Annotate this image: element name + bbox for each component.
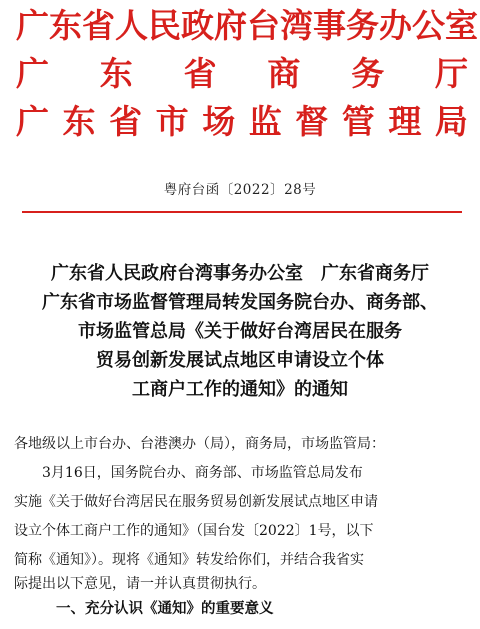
title-line-2: 广东省市场监督管理局转发国务院台办、商务部、 — [42, 292, 438, 313]
header-line1-char: 省 — [82, 6, 115, 45]
header-line1-char: 务 — [346, 6, 379, 45]
header.line3-char-8: 理 — [388, 102, 422, 141]
header.line2-char-5: 厅 — [434, 54, 468, 93]
header.line2-char-0: 广 — [16, 54, 49, 93]
title-line-3: 市场监管总局《关于做好台湾居民在服务 — [78, 321, 402, 342]
header-line1-char: 政 — [181, 6, 214, 45]
title-line-1: 广东省人民政府台湾事务办公室 广东省商务厅 — [51, 263, 429, 284]
header-line1-char: 台 — [247, 6, 280, 45]
paragraph-1-line-4: 简称《通知》）。现将《通知》转发给你们，并结合我省实 — [14, 552, 364, 568]
header-line1-char: 民 — [148, 6, 181, 45]
paragraph-1-line-2: 实施《关于做好台湾居民在服务贸易创新发展试点地区申请 — [14, 494, 378, 510]
issuer-line-1 — [16, 6, 478, 46]
header.line3-char-5: 监 — [248, 102, 282, 141]
header-line1-char: 办 — [379, 6, 412, 45]
header-line1-char: 人 — [115, 6, 148, 45]
paragraph-1-line-1: 3月16日，国务院台办、商务部、市场监管总局发布 — [42, 465, 363, 481]
header.line3-char-2: 省 — [109, 102, 143, 141]
issuer-header-commerce-dept — [16, 54, 468, 94]
header-line1-char: 府 — [214, 6, 247, 45]
header.line3-char-1: 东 — [62, 102, 96, 141]
header-line1-char: 东 — [49, 6, 82, 45]
title-line-4: 贸易创新发展试点地区申请设立个体 — [96, 350, 384, 371]
title-line-5: 工商户工作的通知》的通知 — [132, 379, 348, 400]
header-line1-char: 湾 — [280, 6, 313, 45]
header.line3-char-6: 督 — [295, 102, 329, 141]
header-line1-char: 广 — [16, 6, 49, 45]
header.line3-char-0: 广 — [16, 102, 49, 141]
header.line2-char-2: 省 — [183, 54, 217, 93]
header.line2-char-1: 东 — [99, 54, 133, 93]
header.line3-char-7: 管 — [341, 102, 375, 141]
header-line1-char: 事 — [313, 6, 346, 45]
header.line2-char-3: 商 — [267, 54, 301, 93]
header.line2-char-4: 务 — [351, 54, 385, 93]
issuer-header-market-bureau — [16, 102, 468, 142]
paragraph-1-line-3: 设立个体工商户工作的通知》（国台发〔2022〕1号，以下 — [14, 523, 374, 539]
red-divider-line — [22, 211, 462, 213]
paragraph-1-line-5: 际提出以下意见，请一并认真贯彻执行。 — [14, 576, 266, 592]
header.line3-char-4: 场 — [202, 102, 236, 141]
document-number: 粤府台函〔2022〕28号 — [163, 182, 317, 198]
section-heading-1: 一、充分认识《通知》的重要意义 — [56, 600, 274, 617]
header-line1-char: 公 — [412, 6, 445, 45]
header.line3-char-3: 市 — [155, 102, 189, 141]
issuer-header-taiwan-office — [16, 6, 478, 46]
salutation: 各地级以上市台办、台港澳办（局），商务局，市场监管局： — [14, 436, 385, 452]
header.line3-char-9: 局 — [434, 102, 468, 141]
header-line1-char: 室 — [445, 6, 478, 45]
